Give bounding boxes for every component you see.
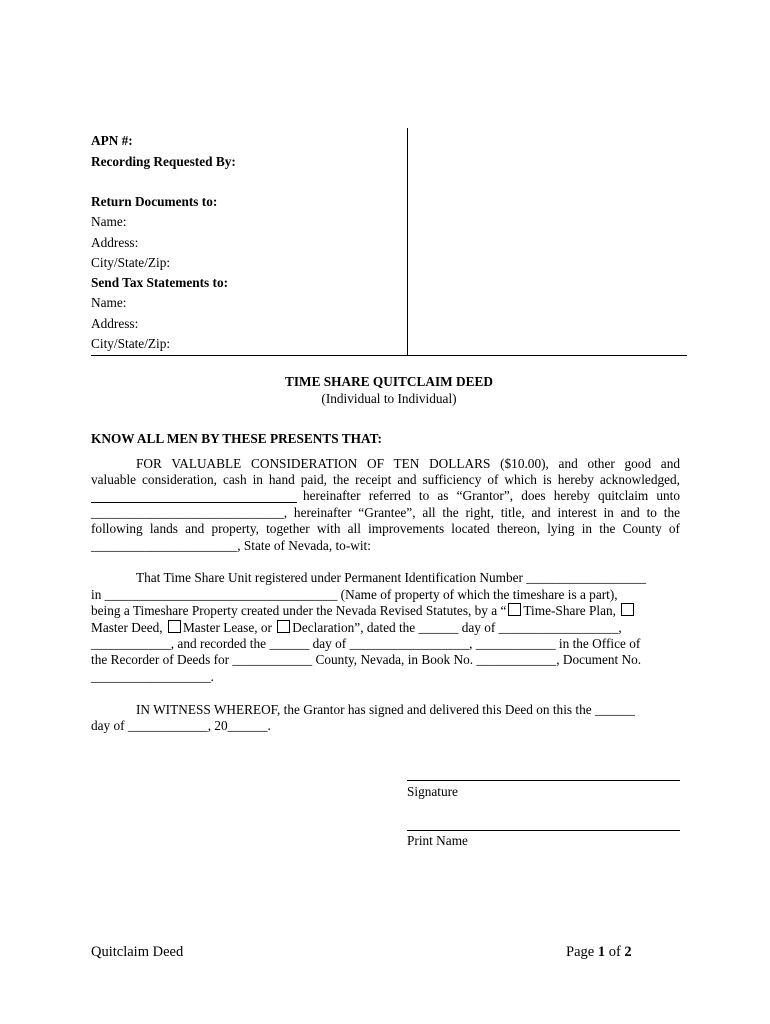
header-horizontal-divider: [91, 355, 687, 356]
para1-line3: hereinafter referred to as “Grantor”, does hereby quitclaim unto: [303, 488, 680, 503]
signature-label: Signature: [407, 784, 458, 799]
apn-label: APN #:: [91, 133, 133, 148]
time-share-plan-checkbox[interactable]: [508, 603, 521, 616]
return-documents-to-label: Return Documents to:: [91, 194, 218, 209]
time-share-plan-label: Time-Share Plan,: [523, 603, 616, 618]
para1-line2: valuable consideration, cash in hand paid, the receipt and sufficiency of which is hereby acknowledged,: [91, 472, 680, 487]
master-deed-checkbox[interactable]: [621, 603, 634, 616]
document-title: TIME SHARE QUITCLAIM DEED: [285, 374, 493, 389]
para1-line1: FOR VALUABLE CONSIDERATION OF TEN DOLLARS ($10.00), and other good and: [136, 456, 680, 471]
page-word: Page: [566, 944, 595, 960]
grantor-blank-line[interactable]: [91, 502, 297, 503]
master-lease-checkbox[interactable]: [168, 620, 181, 633]
para1-line6: ______________________, State of Nevada, to-wit:: [91, 538, 371, 553]
master-deed-label: Master Deed,: [91, 620, 163, 635]
para2-line3-text: being a Timeshare Property created under the Nevada Revised Statutes, by a “: [91, 603, 507, 618]
total-pages: 2: [624, 944, 632, 960]
send-tax-statements-to-label: Send Tax Statements to:: [91, 275, 229, 290]
tax-address-label: Address:: [91, 316, 139, 331]
footer-page-number: [566, 944, 632, 961]
current-page: 1: [597, 944, 606, 960]
master-lease-label: Master Lease, or: [182, 620, 272, 635]
signature-line[interactable]: [407, 780, 680, 781]
para1-line4: _____________________________, hereinafter “Grantee”, all the right, title, and interest in and to the: [91, 505, 680, 520]
print-name-label: Print Name: [407, 833, 468, 848]
tax-city-state-zip-label: City/State/Zip:: [91, 336, 171, 351]
para2-line4: [91, 620, 622, 637]
para2-line1: That Time Share Unit registered under Permanent Identification Number __________________: [136, 570, 646, 585]
declaration-checkbox[interactable]: [277, 620, 290, 633]
para2-line6: the Recorder of Deeds for ____________ County, Nevada, in Book No. ____________, Document No.: [91, 652, 642, 667]
para2-line7: __________________.: [91, 669, 214, 684]
of-word: of: [608, 944, 621, 960]
para2-line5: ____________, and recorded the ______ day of __________________, ____________ in the Office of: [91, 636, 641, 651]
return-address-label: Address:: [91, 235, 139, 250]
footer-document-name: Quitclaim Deed: [91, 944, 184, 960]
para2-line2: in ___________________________________ (Name of property of which the timeshare is a part),: [91, 587, 618, 602]
tax-name-label: Name:: [91, 295, 127, 310]
preamble: KNOW ALL MEN BY THESE PRESENTS THAT:: [91, 431, 382, 446]
witness-line1: IN WITNESS WHEREOF, the Grantor has signed and delivered this Deed on this the ______: [136, 702, 635, 717]
para1-line5: following lands and property, together with all improvements located thereon, lying in the County of: [91, 521, 680, 536]
witness-line2: day of ____________, 20______.: [91, 718, 271, 733]
para2-line3: [91, 603, 636, 620]
return-name-label: Name:: [91, 214, 127, 229]
declaration-label: Declaration”, dated the ______ day of __________________,: [292, 620, 622, 635]
print-name-line[interactable]: [407, 830, 680, 831]
recording-requested-by-label: Recording Requested By:: [91, 154, 236, 169]
header-vertical-divider: [407, 128, 408, 355]
document-subtitle: (Individual to Individual): [321, 391, 457, 406]
return-city-state-zip-label: City/State/Zip:: [91, 255, 171, 270]
